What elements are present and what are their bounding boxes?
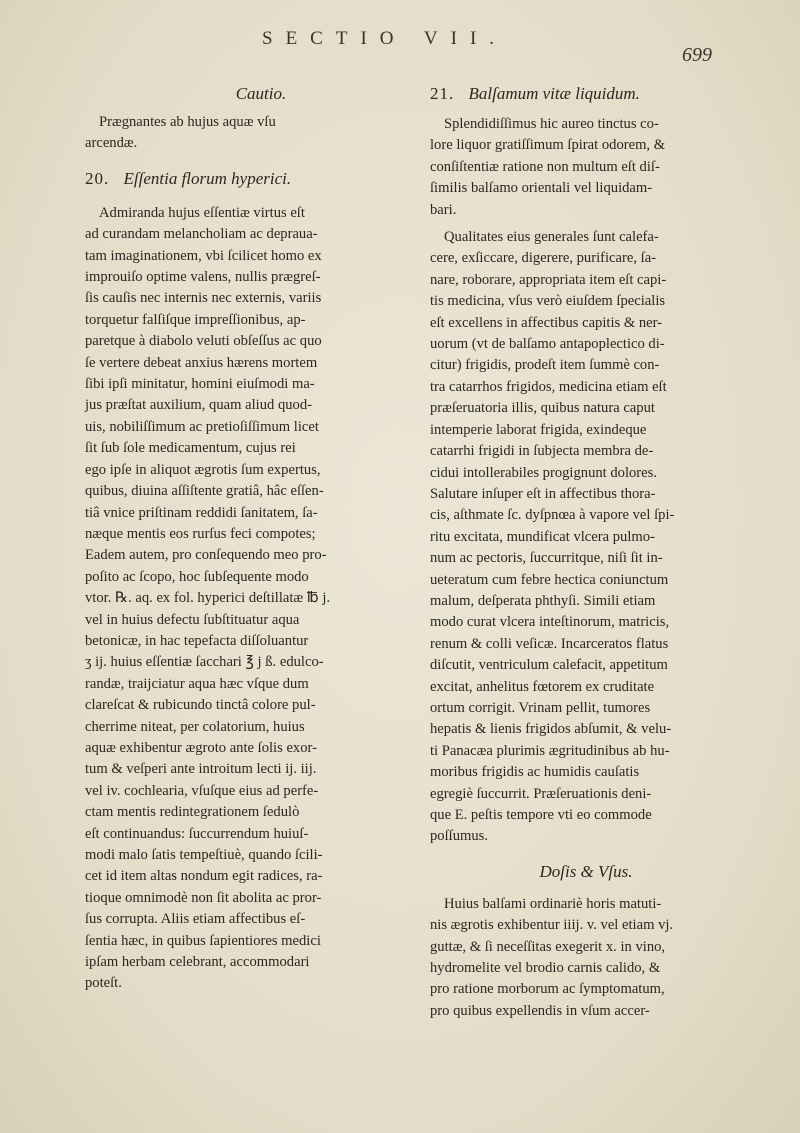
text-line: tum & veſperi ante introitum lecti ij. iij. (85, 761, 317, 778)
text-line: cet id item altas nondum egit radices, ra- (85, 868, 323, 885)
text-line: ipſam herbam celebrant, accommodari (85, 954, 310, 971)
text-line: tis medicina, vſus verò eiuſdem ſpecialis (430, 293, 666, 310)
text-line: jus præſtat auxilium, quam aliud quod- (85, 397, 312, 414)
text-line: tioque omnimodè non ſit abolita ac pror- (85, 889, 322, 906)
text-line: Eadem autem, pro conſequendo meo pro- (85, 547, 327, 564)
text-line: Salutare inſuper eſt in affectibus thora- (430, 485, 656, 502)
text-line: moribus frigidis ac humidis cauſatis (430, 764, 640, 781)
text-line: ſit ſub ſole medicamentum, cujus rei (85, 440, 296, 457)
text-line: hydromelite vel brodio carnis calido, & (430, 960, 661, 977)
text-line: ad curandam melancholiam ac deprauа- (85, 226, 318, 243)
text-line: vel in huius defectu ſubſtituatur aqua (85, 611, 300, 628)
text-line: ʒ ij. huius eſſentiæ ſacchari ℥ j ß. edulco- (85, 654, 324, 671)
text-line: nare, roborare, appropriata item eſt capi- (430, 271, 667, 288)
text-line: poſito ac ſcopo, hoc ſubſequente modo (85, 568, 309, 585)
text-line: Splendidiſſimus hic aureo tinctus co- (444, 116, 659, 132)
text-line: eſt continuandus: ſuccurrendum huiuſ- (85, 825, 309, 842)
text-line: que E. peſtis tempore vti eo commode (430, 807, 652, 823)
section-number: 20. (85, 168, 110, 188)
text-line: catarrhi frigidi in ſubjecta membra de- (430, 443, 654, 460)
text-line: excitat, anhelitus fœtorem ex cruditate (430, 678, 655, 695)
text-line: nis ægrotis exhibentur iiij. v. vel etiam vj. (430, 917, 674, 934)
section-20-body (85, 203, 397, 995)
text-line: Admiranda hujus eſſentiæ virtus eſt (99, 204, 305, 221)
text-line: vtor. ℞. aq. ex fol. hyperici deſtillatæ ℔ j. (85, 590, 331, 607)
text-line: conſiſtentiæ ratione non multum eſt diſ- (430, 158, 660, 175)
text-line: poteſt. (85, 975, 122, 992)
text-line: uis, nobiliſſimum ac pretioſiſſimum licet (85, 418, 319, 435)
section-21-paragraph-1 (430, 114, 742, 221)
page-number: 699 (682, 44, 712, 66)
text-line: num ac pectoris, ſuccurritque, niſi ſit in- (430, 550, 663, 567)
text-line: tiâ vnice priſtinam reddidi ſanitatem, ſa- (85, 504, 318, 521)
text-line: ueteratum cum febre hectica coniunctum (430, 571, 669, 588)
text-line: aquæ exhibentur ægroto ante ſolis exor- (85, 739, 317, 756)
text-line: ſentia hæc, in quibus ſapientiores medici (85, 932, 321, 949)
right-column (430, 84, 742, 1022)
text-line: ſibi ipſi minitatur, homini eiuſmodi ma- (85, 376, 315, 393)
text-line: pro ratione morborum ac ſymptomatum, (430, 981, 665, 998)
text-line: eſt excellens in affectibus capitis & ner- (430, 314, 663, 331)
section-21-paragraph-2 (430, 227, 742, 848)
section-title: Balſamum vitæ liquidum. (468, 84, 640, 103)
caution-line: arcendæ. (85, 135, 138, 152)
text-line: lore liquor gratiſſimum ſpirat odorem, & (430, 137, 666, 154)
text-line: ctam mentis redintegrationem ſedulò (85, 804, 300, 821)
text-line: guttæ, & ſi neceſſitas exegerit x. in vino, (430, 938, 666, 955)
text-line: præſeruatoria illis, quibus natura caput (430, 400, 655, 417)
text-line: intemperie laborat frigida, exindeque (430, 421, 647, 438)
text-line: pro quibus expellendis in vſum accer- (430, 1002, 650, 1019)
text-line: modi malo ſatis tempeſtiuè, quando ſcili- (85, 847, 323, 863)
text-line: modo curat vlcera inteſtinorum, matricis, (430, 614, 670, 631)
text-line: ſe vertere debeat anxius hærens mortem (85, 354, 318, 371)
text-line: egregiè ſuccurrit. Præſeruationis deni- (430, 785, 652, 802)
text-line: tra catarrhos frigidos, medicina etiam eſt (430, 378, 667, 395)
section-number: 21. (430, 84, 455, 103)
text-line: ſus corrupta. Aliis etiam affectibus eſ- (85, 911, 306, 928)
text-line: ſis cauſis nec internis nec externis, variis (85, 290, 322, 307)
left-column (85, 84, 397, 995)
text-line: ti Panacæa plurimis ægritudinibus ab hu- (430, 742, 670, 759)
text-line: ortum corrigit. Vrinam pellit, tumores (430, 699, 651, 716)
text-line: vel iv. cochlearia, vſuſque eius ad perfe- (85, 782, 319, 799)
text-line: poſſumus. (430, 828, 488, 845)
text-line: ſimilis balſamo orientali vel liquidam- (430, 180, 653, 197)
text-line: improuiſo optime valens, nullis prægreſ- (85, 269, 321, 286)
running-head: SECTIO VII. (262, 28, 508, 49)
text-line: cis, aſthmate ſc. dyſpnœa à vapore vel ſpi- (430, 507, 675, 524)
text-line: paretque à diabolo veluti obſeſſus ac quo (85, 333, 322, 350)
text-line: randæ, traijciatur aqua hæc vſque dum (85, 675, 309, 692)
text-line: Huius balſami ordinariè horis matuti- (444, 895, 662, 912)
section-21-paragraph-3 (430, 894, 742, 1022)
text-line: clareſcat & rubicundo tinctâ colore pul- (85, 697, 316, 714)
text-line: tam imaginationem, vbi ſcilicet homo ex (85, 247, 322, 264)
text-line: citur) frigidis, prodeſt item ſummè con- (430, 357, 660, 374)
text-line: cidui intollerabiles progignunt dolores. (430, 464, 657, 481)
text-line: næque mentis eos rurſus feci compotes; (85, 525, 316, 542)
text-line: cere, exſiccare, digerere, purificare, ſa- (430, 250, 657, 267)
section-title: Eſſentia florum hyperici. (123, 168, 292, 188)
text-line: renum & colli veſicæ. Incarceratos flatus (430, 635, 669, 652)
text-line: bari. (430, 201, 457, 218)
page-header (0, 28, 800, 68)
text-line: Qualitates eius generales ſunt calefa- (444, 229, 659, 246)
text-line: malum, deſperata phthyſi. Simili etiam (430, 592, 656, 609)
text-line: betonicæ, in hac tepefacta diſſoluantur (85, 632, 309, 649)
text-line: hepatis & lienis frigidos abſumit, & velu- (430, 721, 672, 738)
dose-heading: Doſis & Vſus. (539, 861, 633, 881)
text-line: quibus, diuina aſſiſtente gratiâ, hâc eſſen- (85, 483, 324, 500)
text-line: diſcutit, ventriculum calefacit, appetitum (430, 657, 668, 674)
caution-line: Prægnantes ab hujus aquæ vſu (99, 114, 276, 130)
text-line: cherrime niteat, per colatorium, huius (85, 718, 305, 735)
text-line: ritu excitata, mundificat vlcera pulmo- (430, 528, 655, 545)
text-line: ego ipſe in aliquot ægrotis ſum expertus, (85, 461, 321, 478)
text-line: uorum (vt de balſamo antapoplectico di- (430, 336, 665, 353)
caution-caption: Cautio. (235, 84, 287, 103)
section-heading-20 (85, 169, 397, 189)
text-line: torquetur falſiſque impreſſionibus, ap- (85, 311, 306, 328)
section-heading-21 (430, 84, 742, 104)
